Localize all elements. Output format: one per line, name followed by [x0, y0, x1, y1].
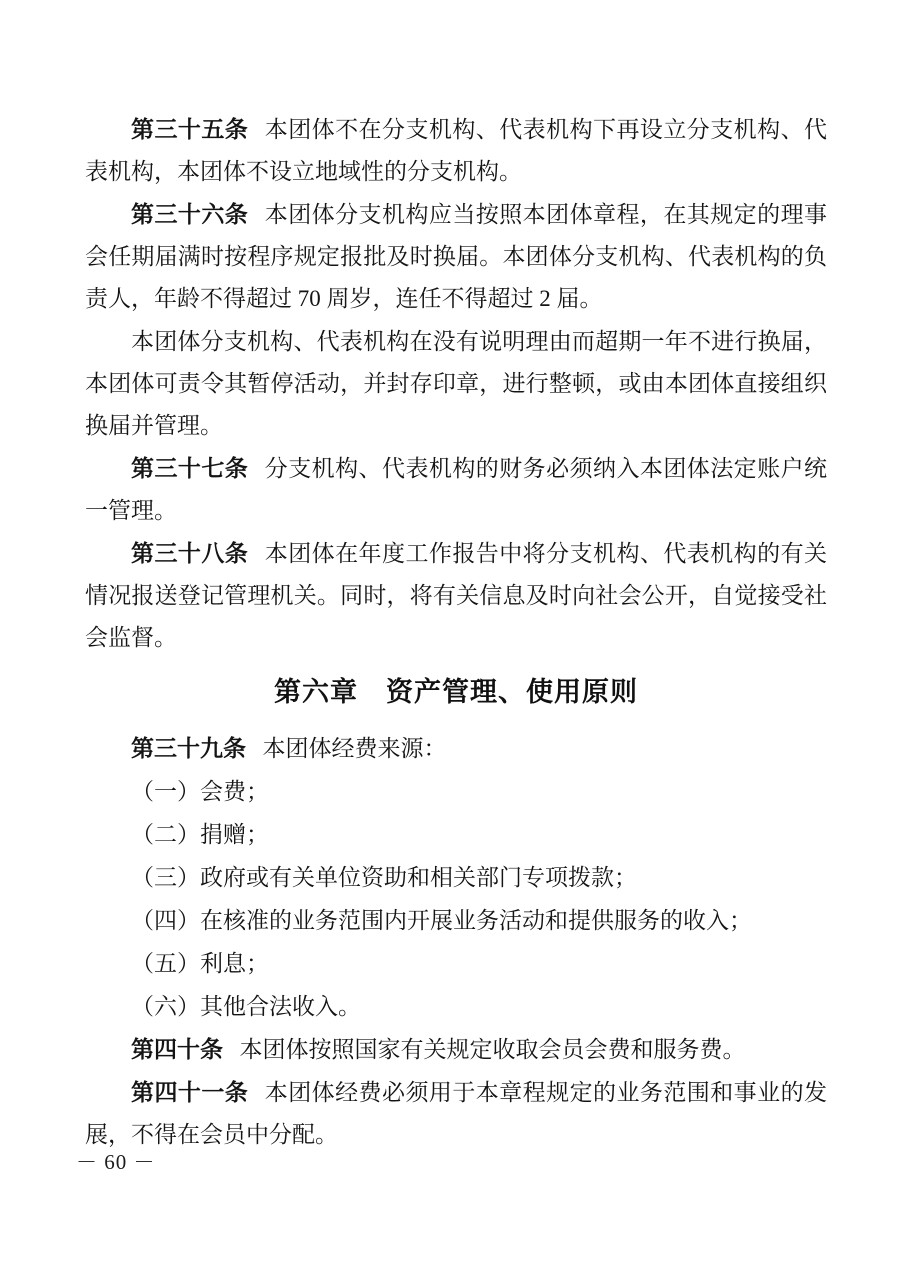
- paragraph-article-40: [85, 1028, 827, 1071]
- article-40-text: 本团体按照国家有关规定收取会员会费和服务费。: [239, 1037, 746, 1062]
- paragraph-article-35: [85, 108, 827, 193]
- paragraph-article-37: [85, 447, 827, 532]
- page-number: － 60 －: [76, 1150, 156, 1174]
- article-39-text: 本团体经费来源：: [262, 736, 447, 761]
- paragraph-article-36-continued: [85, 320, 827, 447]
- list-item-6-text: （六）其他合法收入。: [131, 994, 361, 1019]
- list-item-6: [85, 985, 827, 1028]
- list-item-3: [85, 856, 827, 899]
- article-36-text: 本团体分支机构应当按照本团体章程，在其规定的理事会任期届满时按程序规定报批及时换届。本团体分支机构、代表机构的负责人，年龄不得超过 70 周岁，连任不得超过 2 届。: [85, 202, 828, 311]
- article-37-number: 第三十七条: [131, 455, 249, 481]
- document-body: [85, 108, 827, 1156]
- article-39-number: 第三十九条: [131, 735, 246, 761]
- article-41-number: 第四十一条: [131, 1079, 249, 1105]
- list-item-1: [85, 770, 827, 813]
- chapter-6-heading: 第六章 资产管理、使用原则: [274, 677, 638, 707]
- list-item-5: [85, 942, 827, 985]
- list-item-4-text: （四）在核准的业务范围内开展业务活动和提供服务的收入；: [131, 908, 752, 933]
- article-38-text: 本团体在年度工作报告中将分支机构、代表机构的有关情况报送登记管理机关。同时，将有关信息及时向社会公开，自觉接受社会监督。: [85, 541, 828, 650]
- paragraph-article-38: [85, 532, 827, 659]
- paragraph-article-36: [85, 193, 827, 320]
- list-item-3-text: （三）政府或有关单位资助和相关部门专项拨款；: [131, 865, 637, 890]
- list-item-1-text: （一）会费；: [131, 779, 269, 804]
- list-item-2: [85, 813, 827, 856]
- article-35-text: 本团体不在分支机构、代表机构下再设立分支机构、代表机构，本团体不设立地域性的分支机构。: [85, 117, 828, 184]
- list-item-5-text: （五）利息；: [131, 951, 269, 976]
- article-40-number: 第四十条: [131, 1036, 223, 1062]
- paragraph-article-39: [85, 727, 827, 770]
- article-36-continued-text: 本团体分支机构、代表机构在没有说明理由而超期一年不进行换届，本团体可责令其暂停活动，并封存印章，进行整顿，或由本团体直接组织换届并管理。: [85, 329, 827, 438]
- paragraph-article-41: [85, 1071, 827, 1156]
- list-item-4: [85, 899, 827, 942]
- article-37-text: 分支机构、代表机构的财务必须纳入本团体法定账户统一管理。: [85, 456, 828, 523]
- article-36-number: 第三十六条: [131, 201, 249, 227]
- article-38-number: 第三十八条: [131, 540, 249, 566]
- article-35-number: 第三十五条: [131, 116, 249, 142]
- article-41-text: 本团体经费必须用于本章程规定的业务范围和事业的发展，不得在会员中分配。: [85, 1080, 828, 1147]
- list-item-2-text: （二）捐赠；: [131, 822, 269, 847]
